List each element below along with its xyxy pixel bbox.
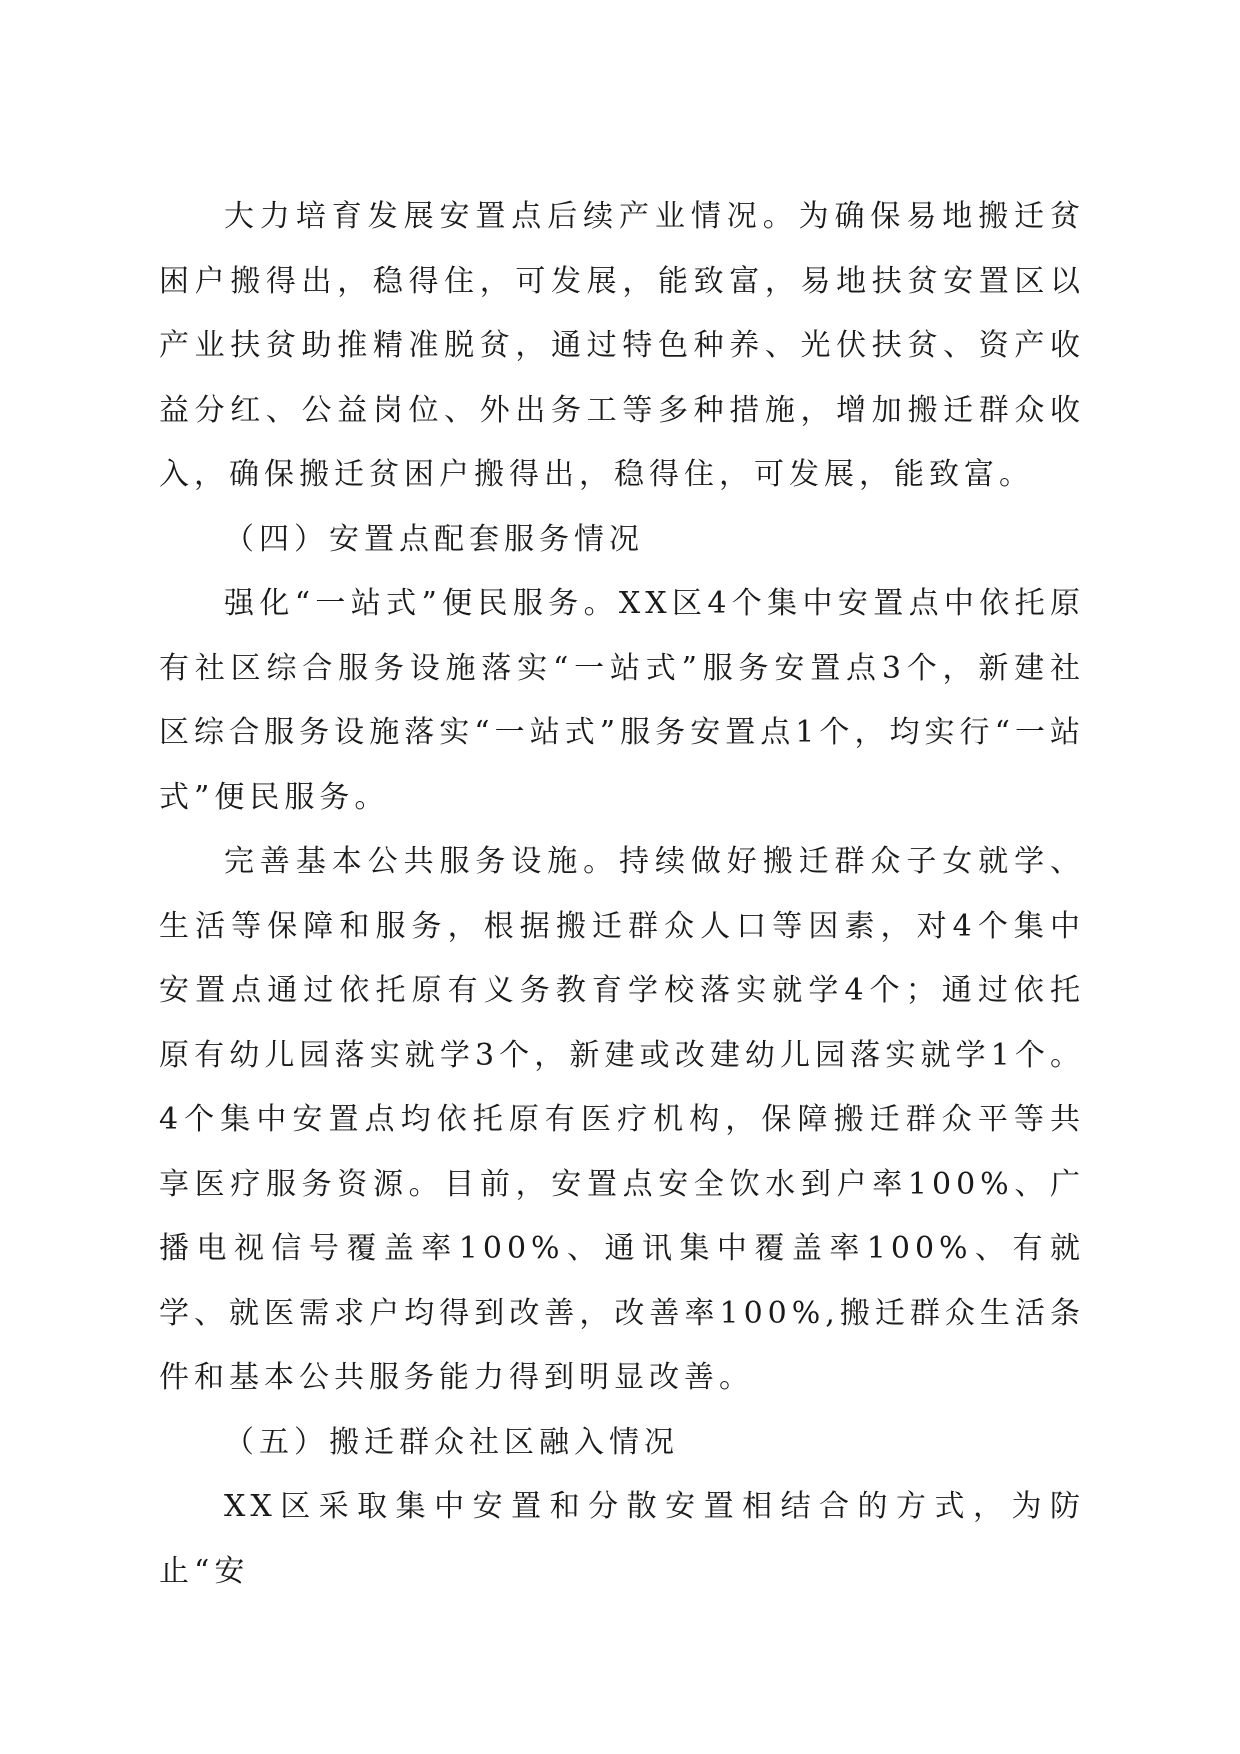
document-body	[159, 185, 1085, 1604]
paragraph-public-services: 完善基本公共服务设施。持续做好搬迁群众子女就学、生活等保障和服务，根据搬迁群众人口等因素，对4个集中安置点通过依托原有义务教育学校落实就学4个；通过依托原有幼儿园落实就学3个，新建或改建幼儿园落实就学1个。4个集中安置点均依托原有医疗机构，保障搬迁群众平等共享医疗服务资源。目前，安置点安全饮水到户率100%、广播电视信号覆盖率100%、通讯集中覆盖率100%、有就学、就医需求户均得到改善，改善率100%,搬迁群众生活条件和基本公共服务能力得到明显改善。	[159, 844, 1085, 1395]
paragraph-community-integration: XX区采取集中安置和分散安置相结合的方式，为防止“安	[159, 1489, 1085, 1589]
section-heading-5: （五）搬迁群众社区融入情况	[224, 1424, 679, 1460]
section-heading-4: （四）安置点配套服务情况	[224, 521, 644, 557]
paragraph-one-stop-service: 强化“一站式”便民服务。XX区4个集中安置点中依托原有社区综合服务设施落实“一站式”服务安置点3个，新建社区综合服务设施落实“一站式”服务安置点1个，均实行“一站式”便民服务。	[159, 586, 1085, 815]
paragraph-industry: 大力培育发展安置点后续产业情况。为确保易地搬迁贫困户搬得出，稳得住，可发展，能致富，易地扶贫安置区以产业扶贫助推精准脱贫，通过特色种养、光伏扶贫、资产收益分红、公益岗位、外出务工等多种措施，增加搬迁群众收入，确保搬迁贫困户搬得出，稳得住，可发展，能致富。	[159, 199, 1085, 492]
